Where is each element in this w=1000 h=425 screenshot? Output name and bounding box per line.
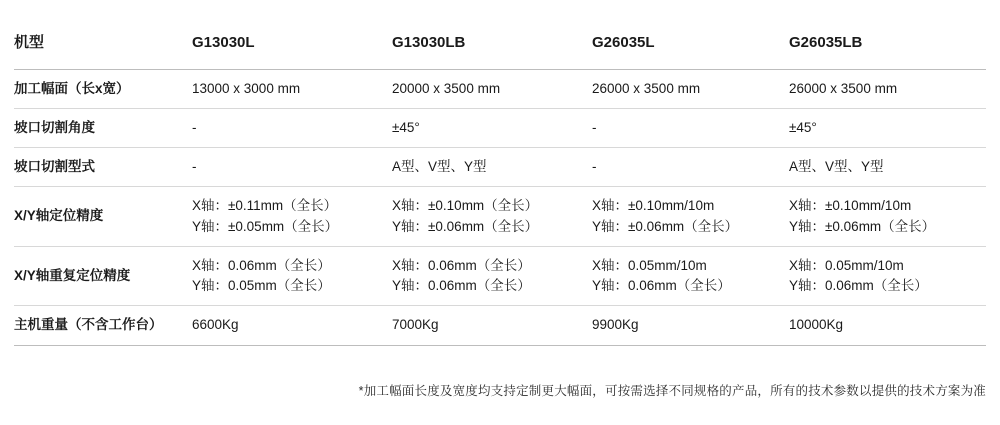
table-row [14, 108, 986, 147]
row-label: 加工幅面（长x宽） [14, 69, 192, 108]
column-header-g26035l: G26035L [592, 18, 789, 69]
table-header [14, 18, 986, 69]
cell-line: X轴：0.05mm/10m [592, 257, 707, 273]
row-cell [192, 108, 392, 147]
row-cell [392, 246, 592, 306]
cell-line: Y轴：±0.06mm（全长） [789, 218, 936, 234]
row-cell [392, 69, 592, 108]
column-header-g13030lb: G13030LB [392, 18, 592, 69]
row-label: X/Y轴重复定位精度 [14, 246, 192, 306]
cell-line: 26000 x 3500 mm [789, 80, 898, 96]
cell-line: A型、V型、Y型 [392, 159, 487, 174]
row-cell [392, 148, 592, 187]
cell-line: 10000Kg [789, 317, 844, 333]
row-cell [789, 306, 986, 345]
row-cell [592, 108, 789, 147]
row-label: X/Y轴定位精度 [14, 187, 192, 247]
cell-line: 20000 x 3500 mm [392, 80, 501, 96]
specification-table [14, 18, 986, 346]
row-cell [192, 246, 392, 306]
row-cell [789, 69, 986, 108]
cell-line: X轴：0.05mm/10m [789, 257, 904, 273]
cell-line: Y轴：±0.05mm（全长） [192, 218, 339, 234]
cell-line: - [592, 159, 597, 174]
row-cell [789, 187, 986, 247]
cell-line: - [592, 119, 597, 135]
row-cell [592, 148, 789, 187]
column-header-g13030l: G13030L [192, 18, 392, 69]
table-row [14, 69, 986, 108]
cell-line: ±45° [392, 119, 420, 135]
table-row [14, 306, 986, 345]
cell-line: Y轴：0.05mm（全长） [192, 278, 331, 293]
spec-sheet [0, 18, 1000, 425]
table-row [14, 148, 986, 187]
table-body [14, 69, 986, 345]
cell-line: X轴：±0.10mm（全长） [392, 198, 539, 214]
cell-line: 13000 x 3000 mm [192, 80, 301, 96]
cell-line: Y轴：0.06mm（全长） [592, 278, 731, 293]
cell-line: A型、V型、Y型 [789, 159, 884, 174]
row-label: 主机重量（不含工作台） [14, 306, 192, 345]
cell-line: Y轴：0.06mm（全长） [789, 278, 928, 293]
cell-line: Y轴：0.06mm（全长） [392, 278, 531, 293]
row-cell [192, 187, 392, 247]
cell-line: X轴：0.06mm（全长） [192, 257, 331, 273]
cell-line: - [192, 159, 197, 174]
column-header-model: 机型 [14, 18, 192, 69]
row-cell [789, 246, 986, 306]
cell-line: X轴：±0.10mm/10m [592, 198, 715, 214]
cell-line: X轴：±0.11mm（全长） [192, 198, 338, 214]
row-cell [592, 246, 789, 306]
row-cell [592, 187, 789, 247]
row-cell [392, 108, 592, 147]
row-cell [392, 187, 592, 247]
cell-line: ±45° [789, 119, 817, 135]
cell-line: 7000Kg [392, 317, 439, 333]
header-row [14, 18, 986, 69]
row-cell [192, 148, 392, 187]
cell-line: - [192, 119, 197, 135]
row-cell [192, 69, 392, 108]
row-cell [789, 108, 986, 147]
footnote: *加工幅面长度及宽度均支持定制更大幅面，可按需选择不同规格的产品，所有的技术参数以提供的技术方案为准 [358, 384, 986, 398]
cell-line: Y轴：±0.06mm（全长） [392, 218, 539, 234]
column-header-g26035lb: G26035LB [789, 18, 986, 69]
row-cell [592, 69, 789, 108]
cell-line: 6600Kg [192, 317, 239, 333]
cell-line: X轴：±0.10mm/10m [789, 198, 912, 214]
cell-line: 26000 x 3500 mm [592, 80, 701, 96]
row-cell [789, 148, 986, 187]
cell-line: 9900Kg [592, 317, 639, 333]
row-label: 坡口切割型式 [14, 148, 192, 187]
row-cell [592, 306, 789, 345]
table-row [14, 246, 986, 306]
cell-line: X轴：0.06mm（全长） [392, 257, 531, 273]
cell-line: Y轴：±0.06mm（全长） [592, 218, 739, 234]
row-label: 坡口切割角度 [14, 108, 192, 147]
row-cell [392, 306, 592, 345]
table-row [14, 187, 986, 247]
row-cell [192, 306, 392, 345]
